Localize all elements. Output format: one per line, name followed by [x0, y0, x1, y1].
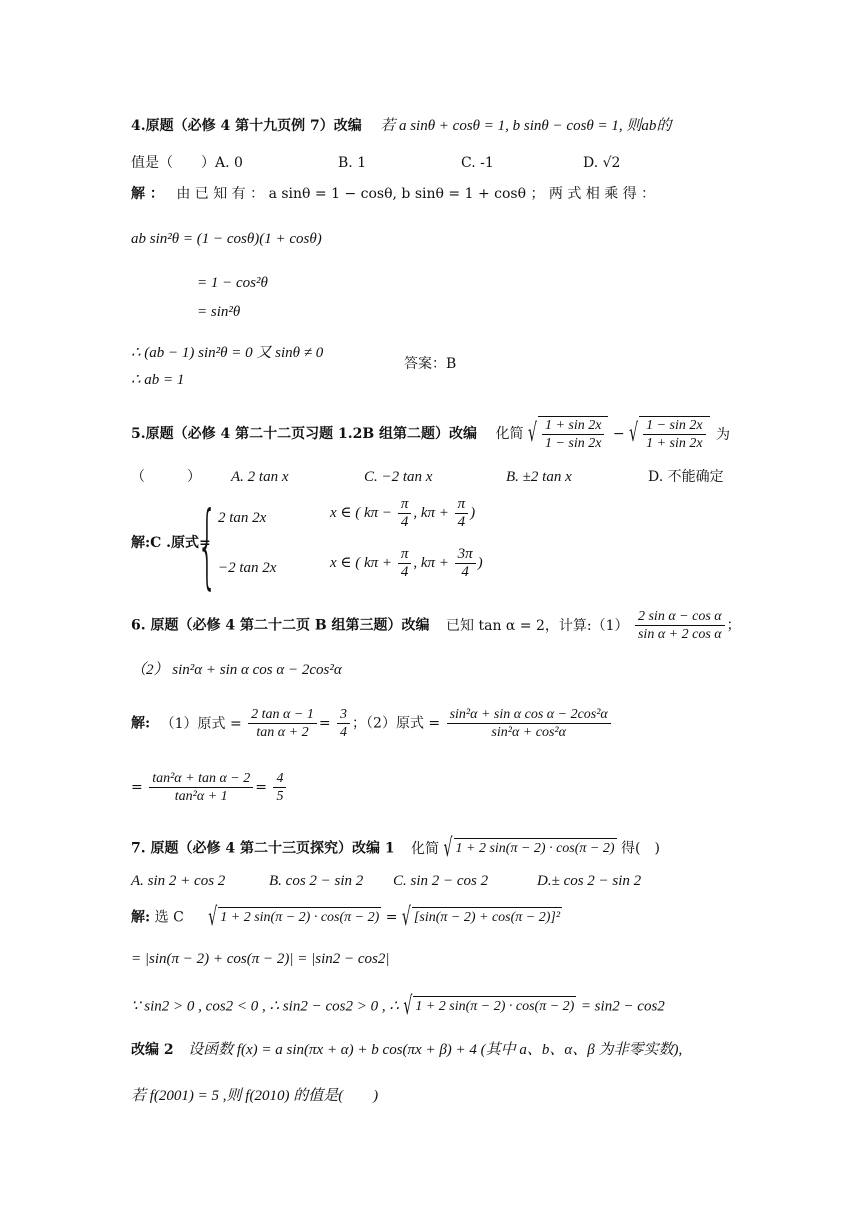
p5-tail: 为	[716, 427, 730, 443]
p7-tail: 得( )	[620, 840, 660, 857]
p6-s3-result	[273, 770, 286, 805]
p6-heading: 6. 原题（必修 4 第二十二页 B 组第三题）改编	[131, 617, 430, 634]
p7-solution-choice: 选 C	[154, 909, 184, 926]
p6-s1-result	[337, 706, 350, 741]
p7-solution-radical-2	[402, 907, 562, 928]
p5-case2-frac1-den: 4	[400, 564, 409, 580]
p4-option-d: D. √2	[583, 155, 621, 171]
p5-case2-frac1	[398, 546, 412, 581]
p5-lead: 化简	[495, 426, 524, 442]
p7-solution-label: 解:	[131, 909, 151, 926]
p4-eq5: ∴ ab = 1	[131, 372, 185, 388]
p4-question-line	[131, 116, 671, 136]
p6-q1-fraction	[635, 608, 725, 643]
p5-radical-1	[528, 416, 609, 452]
p4-option-b: B. 1	[338, 155, 367, 171]
p5-case2-close: )	[477, 554, 483, 571]
p7-solution-eq: =	[385, 909, 398, 926]
p7-line3-b: = sin2 − cos2	[580, 998, 665, 1015]
p6-s2-den: sin²α + cos²α	[491, 725, 566, 740]
p5-option-b: B. ±2 tan x	[506, 469, 572, 485]
p5-case2-frac2	[455, 546, 476, 581]
p7-lead: 化简	[411, 840, 440, 857]
p7-line3-a: ∵ sin2 > 0 , cos2 < 0 , ∴ sin2 − cos2 > 0 , ∴	[131, 998, 399, 1015]
p6-s1-fraction	[248, 706, 317, 741]
p4-options-line	[131, 153, 621, 173]
p5-case1-close: )	[470, 504, 476, 521]
p6-s3-lead: =	[131, 779, 143, 796]
p5-case1-frac2	[455, 496, 469, 531]
p8-line2: 若 f(2001) = 5 ,则 f(2010) 的值是( )	[131, 1088, 379, 1104]
p6-s3-num: tan²α + tan α − 2	[149, 770, 253, 788]
p4-option-c: C. -1	[461, 155, 494, 171]
p5-case1-frac2-num: π	[455, 496, 469, 514]
p5-question-line	[131, 416, 710, 452]
p4-eq1: ab sin²θ = (1 − cosθ)(1 + cosθ)	[131, 231, 322, 247]
p6-s3-fraction	[149, 770, 253, 805]
p5-option-a: A. 2 tan x	[231, 469, 289, 485]
p8-line1	[131, 1040, 682, 1060]
p4-question: 若 a sinθ + cosθ = 1, b sinθ − cosθ = 1, 则ab的	[380, 118, 672, 134]
p6-solution-label: 解:	[131, 715, 151, 732]
p4-solution-line	[131, 184, 731, 204]
p6-s1-num: 2 tan α − 1	[248, 706, 317, 724]
p6-q1-end: ；	[726, 617, 741, 634]
p5-case2-cond-a: x ∈ ( kπ +	[330, 554, 393, 571]
p5-case1-frac2-den: 4	[457, 514, 466, 530]
p8-heading: 改编 2	[131, 1042, 174, 1058]
p6-question-line	[131, 608, 741, 643]
p7-solution-radical	[208, 907, 381, 928]
p6-q1-den: sin α + 2 cos α	[637, 627, 722, 642]
p5-case1-cond-b: , kπ +	[413, 504, 449, 521]
p7-options-line	[131, 871, 642, 891]
p4-solution-label: 解 ：	[131, 186, 164, 202]
p6-s3-line	[131, 770, 288, 805]
p7-solution-radicand-2: [sin(π − 2) + cos(π − 2)]²	[412, 907, 562, 928]
p5-options-line	[131, 467, 724, 487]
p6-s3-eq: =	[255, 779, 267, 796]
p6-s2-fraction	[447, 706, 611, 741]
p5-case1-expr: 2 tan 2x	[218, 510, 267, 526]
p5-case2-cond-b: , kπ +	[413, 554, 449, 571]
p6-s1-lead: （1）原式 =	[160, 715, 242, 732]
p6-s3-den: tan²α + 1	[174, 789, 228, 804]
p5-option-c: C. −2 tan x	[364, 469, 433, 485]
p7-line3-radical	[403, 996, 576, 1017]
p6-s3-r-den: 5	[276, 789, 284, 804]
p7-option-b: B. cos 2 − sin 2	[269, 873, 364, 889]
p5-radical-2	[629, 416, 710, 452]
p4-eq2: = 1 − cos²θ	[197, 275, 268, 291]
p7-option-a: A. sin 2 + cos 2	[131, 873, 226, 889]
p5-case1-frac1-num: π	[398, 496, 412, 514]
p6-s3-r-num: 4	[273, 770, 286, 788]
p7-line3-radicand: 1 + 2 sin(π − 2) · cos(π − 2)	[413, 996, 576, 1017]
p7-option-d: D.± cos 2 − sin 2	[537, 873, 642, 889]
p4-answer: 答案：B	[404, 356, 457, 372]
p5-option-d: D. 不能确定	[648, 469, 724, 485]
p5-rad2-num: √ 1 − sin 2x	[643, 417, 706, 435]
p5-case1-frac1-den: 4	[400, 514, 409, 530]
p6-solution-line	[131, 706, 613, 741]
p5-case2-condition	[330, 546, 483, 581]
p5-case2-expr: −2 tan 2x	[218, 560, 277, 576]
p5-case1-condition	[330, 496, 475, 531]
p4-heading: 4.原题（必修 4 第十九页例 7）改编	[131, 118, 362, 134]
p5-rad2-den: 1 + sin 2x	[646, 436, 703, 451]
p7-solution-line	[131, 907, 562, 928]
p4-solution-text: 由 已 知 有 ： a sinθ = 1 − cosθ, b sinθ = 1 + cosθ ； 两 式 相 乘 得 ：	[176, 186, 656, 202]
p4-option-a: A. 0	[215, 155, 243, 171]
p5-case2-frac1-num: π	[398, 546, 412, 564]
p6-s2-lead: ；（2）原式 =	[352, 715, 441, 732]
p6-s2-num: sin²α + sin α cos α − 2cos²α	[447, 706, 611, 724]
p5-case1-frac1	[398, 496, 412, 531]
p7-line3	[131, 996, 665, 1017]
p4-eq4: ∴ (ab − 1) sin²θ = 0 又 sinθ ≠ 0	[131, 345, 324, 361]
p5-case1-cond-a: x ∈ ( kπ −	[330, 504, 393, 521]
p6-lead: 已知 tan α = 2，计算:（1）	[446, 617, 629, 634]
p7-heading: 7. 原题（必修 4 第二十三页探究）改编 1	[131, 840, 395, 857]
p7-question-line	[131, 838, 660, 859]
p4-prompt: 值是（ ）	[131, 155, 215, 171]
p6-s1-r-num: 3	[337, 706, 350, 724]
p5-rad1-num: √ 1 + sin 2x	[542, 417, 605, 435]
p5-piecewise-brace: {	[197, 491, 218, 599]
p4-eq3: = sin²θ	[197, 304, 241, 320]
p5-minus: −	[612, 426, 625, 442]
p6-q1-num: 2 sin α − cos α	[635, 608, 725, 626]
p5-rad1-den: 1 − sin 2x	[544, 436, 602, 451]
p7-solution-radicand: 1 + 2 sin(π − 2) · cos(π − 2)	[218, 907, 381, 928]
p5-solution-label: 解:C .原式=	[131, 535, 211, 551]
p6-s1-r-den: 4	[340, 725, 348, 740]
p5-case2-frac2-num: 3π	[455, 546, 476, 564]
p6-s1-den: tan α + 2	[256, 725, 309, 740]
p7-option-c: C. sin 2 − cos 2	[393, 873, 489, 889]
p5-heading: 5.原题（必修 4 第二十二页习题 1.2B 组第二题）改编	[131, 426, 478, 442]
p7-radical	[444, 838, 617, 859]
p6-s1-eq: =	[318, 715, 331, 732]
p7-radicand: 1 + 2 sin(π − 2) · cos(π − 2)	[454, 838, 617, 859]
p6-q2: （2） sin²α + sin α cos α − 2cos²α	[131, 662, 342, 678]
p8-line1-text: 设函数 f(x) = a sin(πx + α) + b cos(πx + β) + 4 (其中 a、b、α、β 为非零实数),	[188, 1042, 683, 1058]
p7-line2: = |sin(π − 2) + cos(π − 2)| = |sin2 − cos2|	[131, 951, 390, 967]
p5-case2-frac2-den: 4	[461, 564, 469, 580]
p5-prompt: （ ）	[131, 469, 201, 485]
